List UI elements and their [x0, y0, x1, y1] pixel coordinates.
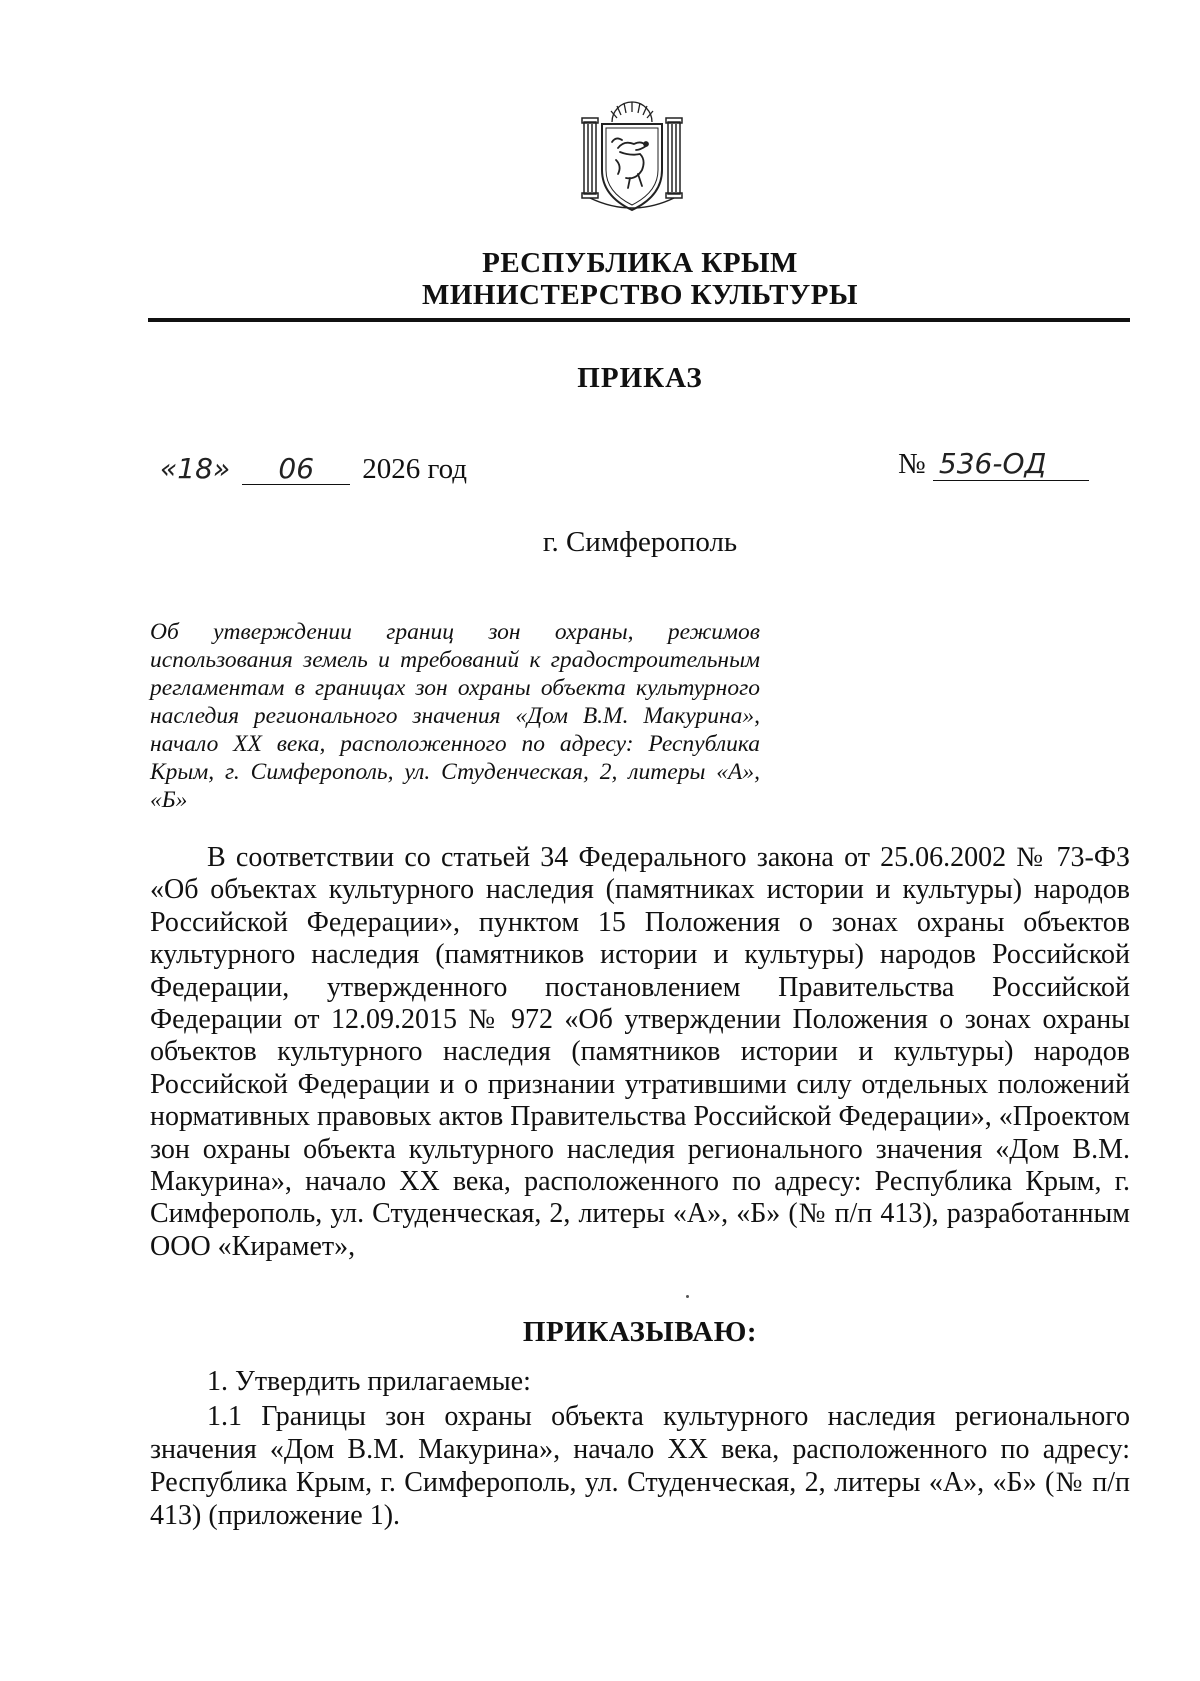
decree-heading: ПРИКАЗЫВАЮ: — [522, 1316, 758, 1348]
preamble-paragraph: В соответствии со статьей 34 Федерального закона от 25.06.2002 № 73-ФЗ «Об объектах культурного наследия (памятниках истории и культуры) народов Российской Федерации», пунктом 15 Положения о зонах охраны объектов культурного наследия (памятников истории и культуры) народов Российской Федерации, утвержденного постановлением Правительства Российской Федерации от 12.09.2015 № 972 «Об утверждении Положения о зонах охраны объектов культурного наследия (памятников истории и культуры) народов Российской Федерации и о признании утратившими силу отдельных положений нормативных правовых актов Правительства Российской Федерации», «Проектом зон охраны объекта культурного наследия регионального значения «Дом В.М. Макурина», начало XX века, расположенного по адресу: Республика Крым, г. Симферополь, ул. Студенческая, 2, литеры «А», «Б» (№ п/п 413), разработанным ООО «Кирамет», — [150, 842, 1130, 1262]
crimea-coat-of-arms-icon — [580, 100, 684, 216]
date-day: 18 — [177, 452, 213, 485]
date-year: 2026 год — [362, 453, 468, 485]
date-month: 06 — [242, 454, 350, 485]
date-close-quote: » — [212, 452, 231, 485]
ministry-heading: МИНИСТЕРСТВО КУЛЬТУРЫ — [422, 279, 858, 311]
item-1-1: 1.1 Границы зон охраны объекта культурного наследия регионального значения «Дом В.М. Макурина», начало XX века, расположенного по адресу: Республика Крым, г. Симферополь, ул. Студенческая, 2, литеры «А», «Б» (№ п/п 413) (приложение 1). — [150, 1401, 1130, 1531]
number-label: № — [898, 448, 926, 480]
item-1: 1. Утвердить прилагаемые: — [207, 1366, 531, 1397]
city: г. Симферополь — [542, 526, 738, 558]
scan-speck — [686, 1295, 689, 1298]
header-divider — [148, 318, 1130, 322]
number-value: 536-ОД — [933, 448, 1089, 481]
order-date — [160, 452, 467, 486]
order-title: ПРИКАЗ — [577, 362, 703, 394]
date-open-quote: « — [160, 452, 178, 485]
order-number — [898, 448, 1089, 481]
order-subject: Об утверждении границ зон охраны, режимов использования земель и требований к градостроительным регламентам в границах зон охраны объекта культурного наследия регионального значения «Дом В.М. Макурина», начало XX века, расположенного по адресу: Республика Крым, г. Симферополь, ул. Студенческая, 2, литеры «А», «Б» — [150, 619, 760, 813]
republic-heading: РЕСПУБЛИКА КРЫМ — [482, 247, 798, 279]
